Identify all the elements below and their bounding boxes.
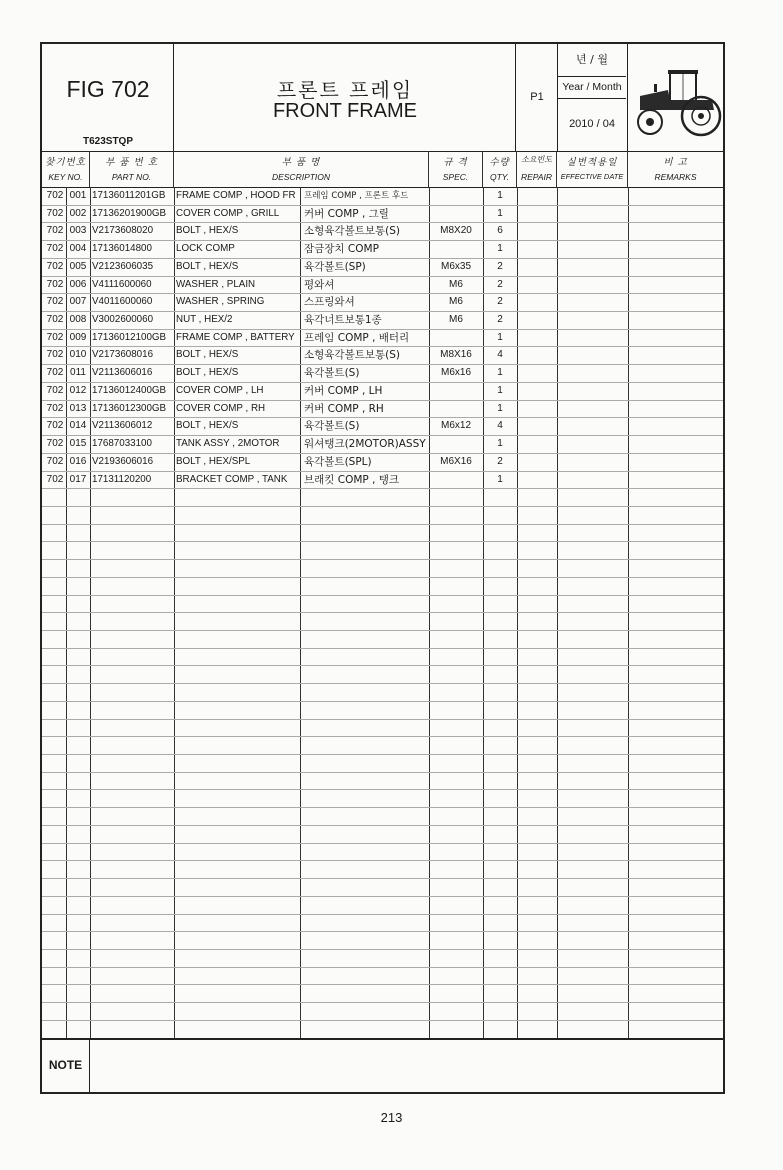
cell-fig: 702 <box>46 296 64 308</box>
cell-spec <box>429 400 483 418</box>
sheet-header <box>42 44 723 152</box>
row-rule <box>42 665 723 666</box>
row-rule <box>42 559 723 560</box>
title-korean: 프론트 프레임 <box>276 78 414 102</box>
table-row <box>42 329 723 347</box>
cell-key: 007 <box>69 296 87 308</box>
cell-fig: 702 <box>46 243 64 255</box>
cell-part: V2173608016 <box>92 349 154 361</box>
cell-key: 005 <box>69 260 87 272</box>
table-row <box>42 453 723 471</box>
col-spec <box>429 151 483 187</box>
row-rule <box>42 648 723 649</box>
cell-key: 009 <box>69 331 87 343</box>
cell-qty: 2 <box>497 455 503 467</box>
cell-part: V2173608020 <box>92 225 154 237</box>
row-rule <box>42 524 723 525</box>
col-key-en: KEY NO. <box>48 172 83 182</box>
table-row <box>42 435 723 453</box>
cell-qty: 1 <box>497 190 503 201</box>
cell-spec <box>429 240 483 258</box>
cell-desc-kr: 커버 COMP , RH <box>304 402 384 415</box>
row-rule <box>42 719 723 720</box>
cell-qty: 1 <box>497 207 503 219</box>
cell-spec: M6 <box>449 278 463 290</box>
tractor-icon <box>628 44 723 151</box>
cell-fig: 702 <box>46 420 64 432</box>
col-part-en: PART NO. <box>111 172 152 182</box>
cell-desc-en: WASHER , SPRING <box>176 296 265 308</box>
cell-fig: 702 <box>46 384 64 396</box>
col-rem-kr: 비 고 <box>663 157 688 168</box>
cell-part: V2113606012 <box>92 420 153 432</box>
col-desc-kr: 부 품 명 <box>281 157 321 168</box>
cell-key: 001 <box>69 190 87 201</box>
cell-fig: 702 <box>46 367 64 379</box>
row-rule <box>42 843 723 844</box>
table-row <box>42 258 723 276</box>
row-rule <box>42 506 723 507</box>
cell-desc-en: BOLT , HEX/S <box>176 260 239 272</box>
note-section <box>42 1038 723 1094</box>
cell-spec: M6 <box>449 296 463 308</box>
table-row <box>42 382 723 400</box>
cell-desc-kr: 육각볼트(SPL) <box>304 455 372 468</box>
figure-number: FIG 702 <box>66 76 150 102</box>
row-rule <box>42 860 723 861</box>
col-part-no <box>90 151 174 187</box>
col-eff-en: EFFECTIVE DATE <box>560 172 624 181</box>
cell-key: 016 <box>69 455 87 467</box>
cell-desc-en: COVER COMP , RH <box>176 402 266 414</box>
cell-desc-en: BOLT , HEX/SPL <box>176 455 251 467</box>
cell-desc-kr: 스프링와셔 <box>304 296 355 309</box>
row-rule <box>42 612 723 613</box>
cell-desc-kr: 평와셔 <box>304 278 335 291</box>
column-header-row <box>42 151 723 188</box>
cell-qty: 1 <box>497 384 503 396</box>
cell-fig: 702 <box>46 349 64 361</box>
table-row <box>42 346 723 364</box>
row-rule <box>42 931 723 932</box>
cell-qty: 2 <box>497 314 503 326</box>
cell-key: 015 <box>69 438 87 450</box>
cell-part: V3002600060 <box>92 314 154 326</box>
cell-desc-en: BOLT , HEX/S <box>176 367 239 379</box>
cell-qty: 1 <box>497 473 503 485</box>
cell-key: 012 <box>69 384 87 396</box>
table-row <box>42 240 723 258</box>
cell-key: 002 <box>69 207 87 219</box>
col-qty-en: QTY. <box>489 172 510 182</box>
cell-part: V2123606035 <box>92 260 154 272</box>
page-cell <box>516 44 558 151</box>
table-row <box>42 471 723 489</box>
cell-key: 008 <box>69 314 87 326</box>
cell-fig: 702 <box>46 314 64 326</box>
cell-fig: 702 <box>46 331 64 343</box>
col-repair-kr: 소요빈도 <box>521 155 552 164</box>
table-row <box>42 276 723 294</box>
cell-spec <box>429 329 483 347</box>
cell-qty: 2 <box>497 260 503 272</box>
table-row <box>42 400 723 418</box>
cell-spec: M6x35 <box>440 260 471 272</box>
parts-table-body <box>42 187 723 1038</box>
title-english: FRONT FRAME <box>272 100 418 122</box>
cell-fig: 702 <box>46 455 64 467</box>
cell-desc-kr: 워셔탱크(2MOTOR)ASSY <box>304 438 426 451</box>
row-rule <box>42 701 723 702</box>
tractor-image-cell <box>628 44 723 151</box>
cell-desc-kr: 육각볼트(S) <box>304 367 360 380</box>
cell-spec <box>429 187 483 205</box>
cell-desc-kr: 커버 COMP , 그릴 <box>304 207 389 220</box>
col-qty <box>483 151 517 187</box>
cell-fig: 702 <box>46 278 64 290</box>
cell-part: 17131120200 <box>92 473 152 485</box>
cell-qty: 1 <box>497 438 503 450</box>
cell-desc-kr: 잠금장치 COMP <box>304 243 379 256</box>
cell-desc-kr: 브래킷 COMP , 탱크 <box>304 473 400 486</box>
cell-spec: M8X20 <box>440 225 472 237</box>
year-month-cell <box>558 44 628 151</box>
cell-key: 017 <box>69 473 87 485</box>
cell-desc-en: FRAME COMP , BATTERY <box>176 331 295 343</box>
col-qty-kr: 수량 <box>489 157 510 168</box>
cell-fig: 702 <box>46 225 64 237</box>
cell-key: 006 <box>69 278 87 290</box>
cell-desc-en: COVER COMP , GRILL <box>176 207 280 219</box>
cell-key: 011 <box>70 367 86 379</box>
cell-desc-kr: 육각볼트(SP) <box>304 260 366 273</box>
cell-part: 17136012100GB <box>92 331 167 343</box>
cell-spec: M6X16 <box>440 455 472 467</box>
issue-date: 2010 / 04 <box>569 118 615 130</box>
col-spec-en: SPEC. <box>442 172 469 182</box>
table-row <box>42 364 723 382</box>
year-month-english: Year / Month <box>558 76 626 99</box>
cell-qty: 1 <box>497 402 503 414</box>
col-rem-en: REMARKS <box>654 172 697 182</box>
cell-part: 17687033100 <box>92 438 152 450</box>
cell-desc-en: LOCK COMP <box>176 243 235 255</box>
year-month-korean: 년 / 월 <box>558 44 626 77</box>
cell-spec: M6 <box>449 314 463 326</box>
row-rule <box>42 1002 723 1003</box>
row-rule <box>42 949 723 950</box>
cell-spec <box>429 205 483 223</box>
col-part-kr: 부 품 번 호 <box>105 157 158 168</box>
col-description <box>174 151 429 187</box>
cell-fig: 702 <box>46 190 64 201</box>
note-label: NOTE <box>42 1040 90 1094</box>
title-cell <box>174 44 516 151</box>
cell-desc-kr: 커버 COMP , LH <box>304 384 383 397</box>
row-rule <box>42 541 723 542</box>
row-rule <box>42 807 723 808</box>
cell-desc-en: BRACKET COMP , TANK <box>176 473 288 485</box>
cell-key: 003 <box>69 225 87 237</box>
row-rule <box>42 967 723 968</box>
cell-spec: M8X16 <box>440 349 472 361</box>
col-desc-en: DESCRIPTION <box>271 172 331 182</box>
row-rule <box>42 630 723 631</box>
sheet-page-label: P1 <box>530 91 544 103</box>
cell-part: V2193606016 <box>92 455 154 467</box>
table-row <box>42 187 723 205</box>
model-code: T623STQP <box>82 136 134 147</box>
cell-qty: 1 <box>497 367 503 379</box>
cell-part: 17136012400GB <box>92 384 167 396</box>
cell-fig: 702 <box>46 438 64 450</box>
col-key-kr: 찾기번호 <box>45 157 86 168</box>
cell-part: 17136201900GB <box>92 207 167 219</box>
cell-part: V2113606016 <box>92 367 153 379</box>
cell-qty: 2 <box>497 296 503 308</box>
cell-qty: 4 <box>497 420 503 432</box>
row-rule <box>42 1020 723 1021</box>
row-rule <box>42 789 723 790</box>
cell-desc-kr: 소형육각볼트보통(S) <box>304 349 401 362</box>
row-rule <box>42 754 723 755</box>
col-spec-kr: 규 격 <box>443 157 468 168</box>
cell-desc-en: NUT , HEX/2 <box>176 314 233 326</box>
cell-desc-kr: 육각볼트(S) <box>304 420 360 433</box>
cell-qty: 1 <box>497 243 503 255</box>
col-remarks <box>628 151 723 187</box>
cell-desc-kr: 육각너트보통1종 <box>304 314 382 327</box>
cell-desc-en: COVER COMP , LH <box>176 384 264 396</box>
cell-desc-en: BOLT , HEX/S <box>176 225 239 237</box>
cell-key: 013 <box>69 402 87 414</box>
col-eff-kr: 실번적용일 <box>566 157 618 168</box>
parts-sheet <box>40 42 725 1094</box>
cell-qty: 4 <box>497 349 503 361</box>
row-rule <box>42 595 723 596</box>
cell-part: 17136011201GB <box>92 190 166 201</box>
page-number: 213 <box>380 1110 403 1125</box>
row-rule <box>42 825 723 826</box>
table-row <box>42 311 723 329</box>
col-repair <box>517 151 557 187</box>
cell-key: 004 <box>69 243 87 255</box>
figure-cell <box>42 44 174 151</box>
cell-qty: 1 <box>497 331 503 343</box>
table-row <box>42 205 723 223</box>
cell-desc-kr: 프레임 COMP , 배터리 <box>304 331 410 344</box>
row-rule <box>42 878 723 879</box>
cell-qty: 2 <box>497 278 503 290</box>
table-row <box>42 222 723 240</box>
cell-desc-kr: 소형육각볼트보통(S) <box>304 225 401 238</box>
cell-part: V4111600060 <box>92 278 152 290</box>
cell-desc-kr: 프레임 COMP , 프론트 후드 <box>304 191 409 201</box>
cell-fig: 702 <box>46 402 64 414</box>
cell-fig: 702 <box>46 473 64 485</box>
col-repair-en: REPAIR <box>520 172 553 182</box>
row-rule <box>42 683 723 684</box>
cell-desc-en: WASHER , PLAIN <box>176 278 256 290</box>
cell-part: V4011600060 <box>92 296 153 308</box>
row-rule <box>42 984 723 985</box>
cell-fig: 702 <box>46 207 64 219</box>
row-rule <box>42 577 723 578</box>
cell-desc-en: FRAME COMP , HOOD FR <box>176 190 296 201</box>
row-rule <box>42 896 723 897</box>
row-rule <box>42 772 723 773</box>
cell-fig: 702 <box>46 260 64 272</box>
cell-qty: 6 <box>497 225 503 237</box>
row-rule <box>42 914 723 915</box>
cell-desc-en: BOLT , HEX/S <box>176 420 239 432</box>
col-key-no <box>42 151 90 187</box>
cell-desc-en: TANK ASSY , 2MOTOR <box>176 438 280 450</box>
cell-spec <box>429 471 483 489</box>
col-effective-date <box>557 151 628 187</box>
cell-part: 17136014800 <box>92 243 152 255</box>
cell-key: 014 <box>69 420 87 432</box>
table-row <box>42 417 723 435</box>
cell-key: 010 <box>69 349 87 361</box>
cell-spec <box>429 435 483 453</box>
cell-spec: M6x16 <box>440 367 471 379</box>
cell-desc-en: BOLT , HEX/S <box>176 349 239 361</box>
cell-spec <box>429 382 483 400</box>
row-rule <box>42 736 723 737</box>
table-row <box>42 293 723 311</box>
cell-spec: M6x12 <box>440 420 471 432</box>
cell-part: 17136012300GB <box>92 402 167 414</box>
